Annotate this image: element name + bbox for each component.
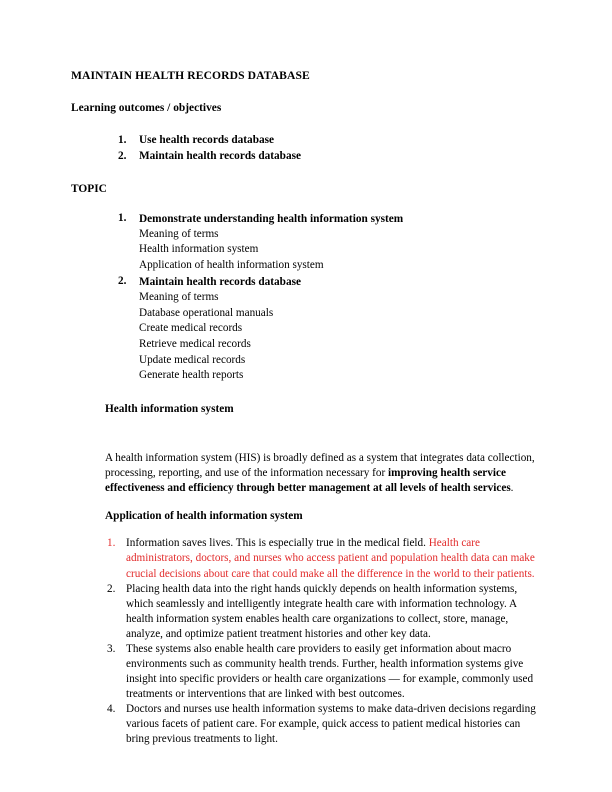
topic-title: Demonstrate understanding health information system: [139, 212, 404, 225]
topic-subitem: Meaning of terms: [139, 290, 219, 303]
his-paragraph-bold: improving health service effectiveness and efficiency through better management at all levels of health services: [105, 466, 511, 494]
spacer: [105, 496, 545, 509]
his-section: [105, 402, 545, 524]
application-item-black: Doctors and nurses use health information systems to make data-driven decisions regarding various facets of patient care. For example, quick access to patient medical histories can bring previous treatments to light.: [126, 703, 536, 746]
topic-subitem: Create medical records: [139, 322, 243, 335]
topic-subitem: Database operational manuals: [139, 306, 274, 319]
his-paragraph-end: .: [510, 481, 514, 494]
list-item: [118, 132, 546, 148]
learning-outcomes-heading: Learning outcomes / objectives: [71, 102, 222, 115]
topic-heading: TOPIC: [71, 182, 107, 195]
spacer: [105, 417, 545, 451]
spacer: [71, 523, 546, 536]
spacer: [71, 384, 546, 402]
topic-subitem: Meaning of terms: [139, 227, 219, 240]
his-paragraph-plain: A health information system (HIS) is broadly defined as a system that integrates data collection, processing, reporting, and use of the information necessary for: [105, 451, 535, 479]
list-item: [107, 642, 546, 702]
learning-outcome-label: Use health records database: [139, 133, 275, 146]
learning-outcomes-list: [71, 132, 546, 164]
application-item-red: Health care administrators, doctors, and nurses who access patient and population health data can make crucial decisions about care that could make all the difference in the world to their patients.: [126, 537, 535, 580]
topic-subitem: Health information system: [139, 243, 259, 256]
topic-subitem: Application of health information system: [139, 259, 324, 272]
learning-outcome-label: Maintain health records database: [139, 149, 302, 162]
list-item: [107, 582, 546, 642]
list-item: [107, 702, 546, 747]
application-item-black: Information saves lives. This is especially true in the medical field.: [126, 537, 429, 550]
his-heading: Health information system: [105, 402, 234, 415]
topic-subitem: Generate health reports: [139, 369, 244, 382]
application-list: [71, 536, 546, 747]
topic-subitem: Update medical records: [139, 353, 246, 366]
document-title: MAINTAIN HEALTH RECORDS DATABASE: [71, 69, 310, 82]
list-item: [118, 148, 546, 164]
topic-list: [71, 211, 546, 384]
application-item-black: These systems also enable health care providers to easily get information about macro environments such as community health trends. Further, health information systems give insight into specific providers or health care organizations — for example, commonly used treatments or interventions that are linked with best outcomes.: [126, 642, 534, 701]
application-heading: Application of health information system: [105, 509, 303, 522]
list-item: [118, 274, 546, 384]
topic-title: Maintain health records database: [139, 275, 302, 288]
application-item-black: Placing health data into the right hands quickly depends on health information systems, which seamlessly and intelligently integrate health care with information technology. A health information system enables health care organizations to collect, store, manage, analyze, and optimize patient treatment histories and other key data.: [126, 582, 518, 640]
list-item: [118, 211, 546, 274]
his-paragraph: [105, 451, 545, 496]
list-item: [107, 536, 546, 581]
topic-subitem: Retrieve medical records: [139, 337, 251, 350]
